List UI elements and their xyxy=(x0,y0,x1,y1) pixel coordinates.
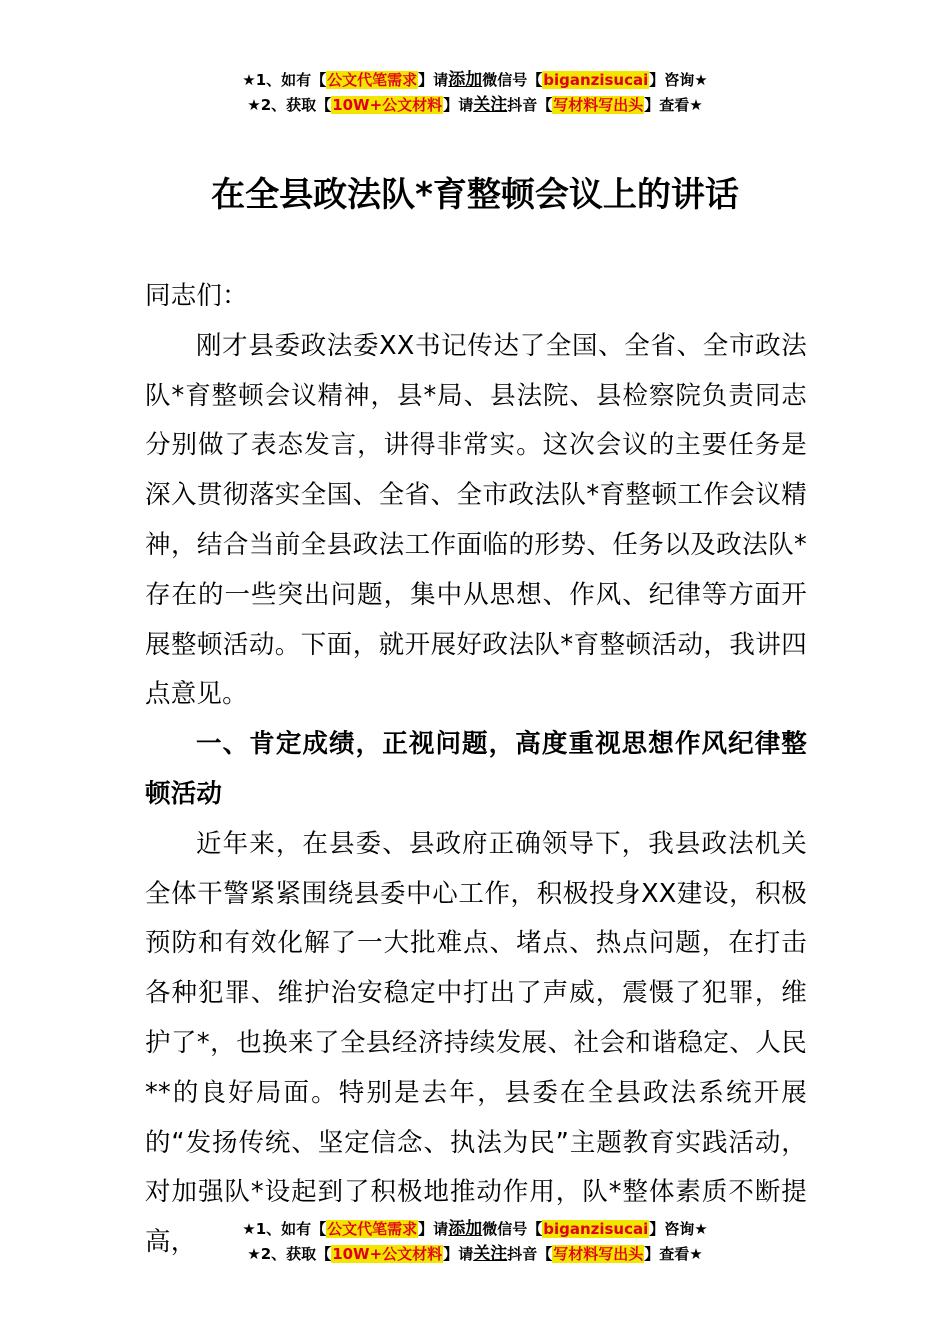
promo-text: 】请 xyxy=(418,1220,449,1238)
promo-highlight: 公文代笔需求 xyxy=(327,71,418,89)
promo-text: ★2、获取【 xyxy=(247,1245,332,1263)
promo-line-1 xyxy=(0,1217,950,1242)
promo-highlight: 10W+公文材料 xyxy=(332,96,443,114)
promo-text: ★2、获取【 xyxy=(247,96,332,114)
promo-text: 微信号【 xyxy=(482,1220,543,1238)
promo-text: ★1、如有【 xyxy=(242,1220,327,1238)
salutation: 同志们： xyxy=(145,281,248,311)
paragraph: 刚才县委政法委XX书记传达了全国、全省、全市政法队*育整顿会议精神，县*局、县法院、县检察院负责同志分别做了表态发言，讲得非常实。这次会议的主要任务是深入贯彻落实全国、全省、全市政法队*育整顿工作会议精神，结合当前全县政法工作面临的形势、任务以及政法队*存在的一些突出问题，集中从思想、作风、纪律等方面开展整顿活动。下面，就开展好政法队*育整顿活动，我讲四点意见。 xyxy=(145,330,807,710)
promo-text: 】请 xyxy=(443,96,474,114)
promo-line-1 xyxy=(0,68,950,93)
promo-emphasis: 添加 xyxy=(448,1219,483,1239)
promo-highlight: 10W+公文材料 xyxy=(332,1245,443,1263)
promo-text: 抖音【 xyxy=(507,96,553,114)
promo-text: 】查看★ xyxy=(644,1245,703,1263)
paragraph: 近年来，在县委、县政府正确领导下，我县政法机关全体干警紧紧围绕县委中心工作，积极投身XX建设，积极预防和有效化解了一大批难点、堵点、热点问题，在打击各种犯罪、维护治安稳定中打出了声威，震慑了犯罪，维护了*，也换来了全县经济持续发展、社会和谐稳定、人民**的良好局面。特别是去年，县委在全县政法系统开展的“发扬传统、坚定信念、执法为民”主题教育实践活动，对加强队*设起到了积极地推动作用，队*整体素质不断提高， xyxy=(145,828,807,1258)
promo-text: 】请 xyxy=(418,71,449,89)
section-heading: 一、肯定成绩，正视问题，高度重视思想作风纪律整顿活动 xyxy=(145,729,807,809)
promo-text: 】查看★ xyxy=(644,96,703,114)
promo-line-2 xyxy=(0,93,950,118)
promo-douyin-id: 写材料写出头 xyxy=(553,1245,644,1263)
promo-text: 】咨询★ xyxy=(649,71,708,89)
promo-douyin-id: 写材料写出头 xyxy=(553,96,644,114)
promo-highlight: 公文代笔需求 xyxy=(327,1220,418,1238)
promo-banner-bottom xyxy=(0,1217,950,1267)
promo-wechat-id: biganzisucai xyxy=(543,1220,649,1238)
promo-text: ★1、如有【 xyxy=(242,71,327,89)
document-title: 在全县政法队*育整顿会议上的讲话 xyxy=(211,175,739,215)
promo-emphasis: 关注 xyxy=(473,1244,508,1264)
promo-emphasis: 关注 xyxy=(473,95,508,115)
promo-banner-top xyxy=(0,68,950,118)
promo-text: 抖音【 xyxy=(507,1245,553,1263)
promo-line-2 xyxy=(0,1242,950,1267)
promo-text: 】请 xyxy=(443,1245,474,1263)
promo-text: 微信号【 xyxy=(482,71,543,89)
promo-text: 】咨询★ xyxy=(649,1220,708,1238)
promo-wechat-id: biganzisucai xyxy=(543,71,649,89)
promo-emphasis: 添加 xyxy=(448,70,483,90)
document-body xyxy=(145,272,807,1268)
